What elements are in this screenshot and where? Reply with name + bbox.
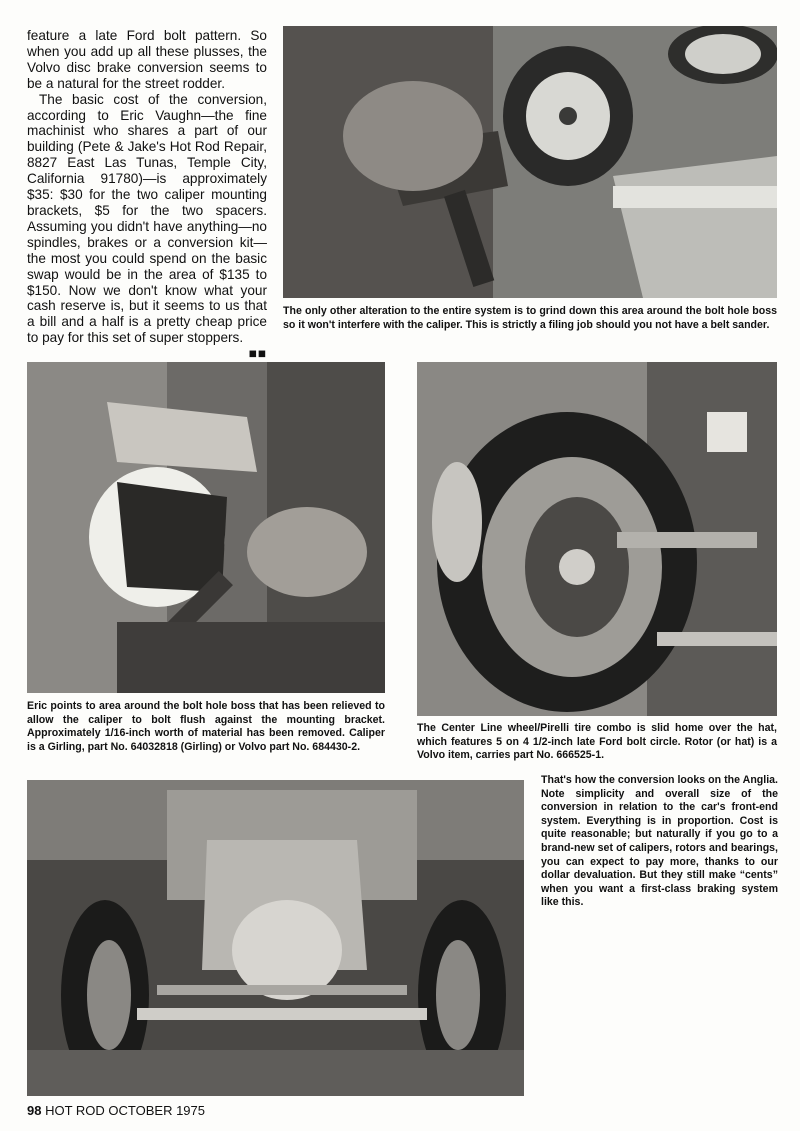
photo-anglia-caption: That's how the conversion looks on the Anglia. Note simplicity and overall size of the conversion in relation to the car's front-end system. Everything is in proportion. Cost is quite reasonable; but naturally if you go to a brand-new set of calipers, rotors and bearings, you can expect to pay more, thanks to our dollar devaluation. But they still make “cents” when you want a first-class braking system like this. [541, 774, 778, 909]
wheel-image [417, 362, 777, 716]
photo-wheel [417, 362, 777, 716]
page-number: 98 [27, 1103, 42, 1118]
publication-line: HOT ROD OCTOBER 1975 [45, 1103, 205, 1118]
page-footer [27, 1103, 205, 1118]
article-paragraph-2 [27, 91, 267, 362]
photo-anglia-front-end [27, 780, 524, 1096]
photo-wheel-caption: The Center Line wheel/Pirelli tire combo is slid home over the hat, which features 5 on 4 1/2-inch late Ford bolt circle. Rotor (or hat) is a Volvo item, carries part No. 666525-1. [417, 722, 777, 762]
photo-belt-sander-caption: The only other alteration to the entire system is to grind down this area around the bolt hole boss so it won't interfere with the caliper. This is strictly a filing job should you not have a belt sander. [283, 305, 777, 331]
photo-caliper [27, 362, 385, 693]
photo-belt-sander [283, 26, 777, 298]
end-mark: ■■ [248, 346, 267, 362]
article-paragraph-2-text: The basic cost of the conversion, according to Eric Vaughn—the fine machinist who shares a part of our building (Pete & Jake's Hot Rod Repair, 8827 East Las Tunas, Temple City, California 91780)—is approximately $35: $30 for the two caliper mounting brackets, $5 for the two spacers. Assuming you didn't have anything—no spindles, brakes or a conversion kit—the most you could spend on the basic swap would be in the area of $135 to $150. Now we don't know what your cash reserve is, but it seems to us that a bill and a half is a pretty cheap price to pay for this set of super stoppers. [27, 91, 267, 346]
belt-sander-image [283, 26, 777, 298]
caliper-image [27, 362, 385, 693]
article-text-column [27, 28, 267, 362]
anglia-front-end-image [27, 780, 524, 1096]
photo-caliper-caption: Eric points to area around the bolt hole boss that has been relieved to allow the caliper to bolt flush against the mounting bracket. Approximately 1/16-inch worth of material has been removed. Caliper is a Girling, part No. 64032818 (Girling) or Volvo part No. 684430-2. [27, 700, 385, 753]
article-paragraph-1: feature a late Ford bolt pattern. So when you add up all these plusses, the Volvo disc brake conversion seems to be a natural for the street rodder. [27, 28, 267, 91]
